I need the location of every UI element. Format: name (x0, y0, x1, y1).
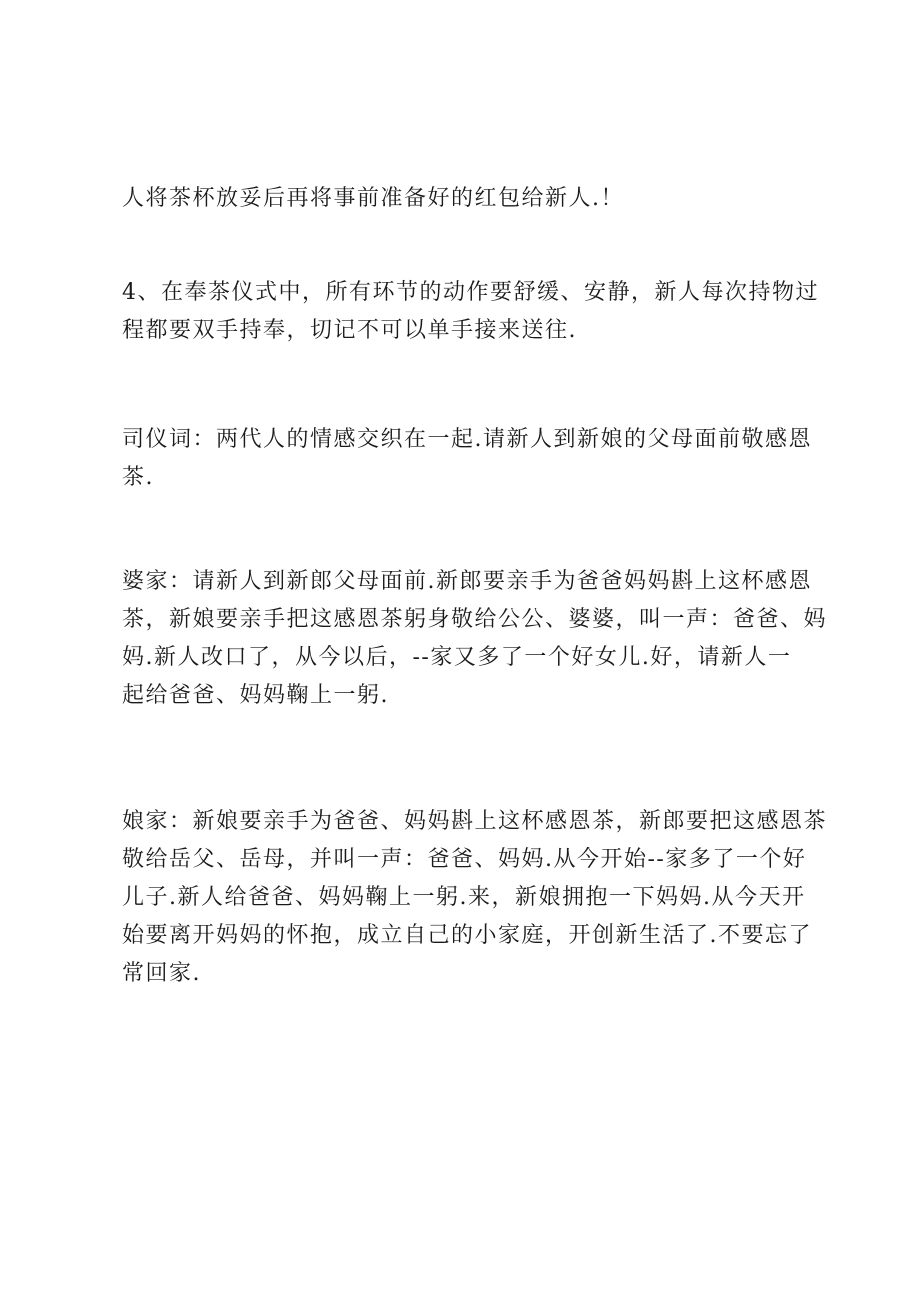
paragraph-line: 司仪词：两代人的情感交织在一起.请新人到新娘的父母面前敬感恩 (122, 427, 812, 452)
paragraph-line: 儿子.新人给爸爸、妈妈鞠上一躬.来，新娘拥抱一下妈妈.从今天开 (122, 885, 806, 910)
paragraph-line: 始要离开妈妈的怀抱，成立自己的小家庭，开创新生活了.不要忘了 (122, 923, 812, 948)
paragraph-groom-family (122, 563, 828, 715)
paragraph-line: 起给爸爸、妈妈鞠上一躬. (122, 683, 389, 708)
paragraph-bride-family (122, 803, 828, 993)
paragraph-line: 敬给岳父、岳母，并叫一声：爸爸、妈妈.从今开始--家多了一个好 (122, 847, 807, 872)
paragraph-line: 婆家：请新人到新郎父母面前.新郎要亲手为爸爸妈妈斟上这杯感恩 (122, 569, 812, 594)
paragraph-red-envelope (122, 180, 822, 218)
paragraph-line: 茶. (122, 465, 154, 490)
paragraph-line: 娘家：新娘要亲手为爸爸、妈妈斟上这杯感恩茶，新郎要把这感恩茶 (122, 809, 828, 834)
paragraph-line: 程都要双手持奉，切记不可以单手接来送往. (122, 318, 577, 343)
paragraph-tea-ceremony-step-4 (122, 274, 822, 350)
paragraph-line: 人将茶杯放妥后再将事前准备好的红包给新人.！ (122, 186, 624, 211)
paragraph-line: 妈.新人改口了，从今以后，--家又多了一个好女儿.好，请新人一 (122, 645, 792, 670)
paragraph-line: 茶，新娘要亲手把这感恩茶躬身敬给公公、婆婆，叫一声：爸爸、妈 (122, 607, 828, 632)
paragraph-host-speech (122, 421, 822, 497)
paragraph-line: 常回家. (122, 961, 201, 986)
paragraph-line: 4、在奉茶仪式中，所有环节的动作要舒缓、安静，新人每次持物过 (122, 280, 819, 305)
